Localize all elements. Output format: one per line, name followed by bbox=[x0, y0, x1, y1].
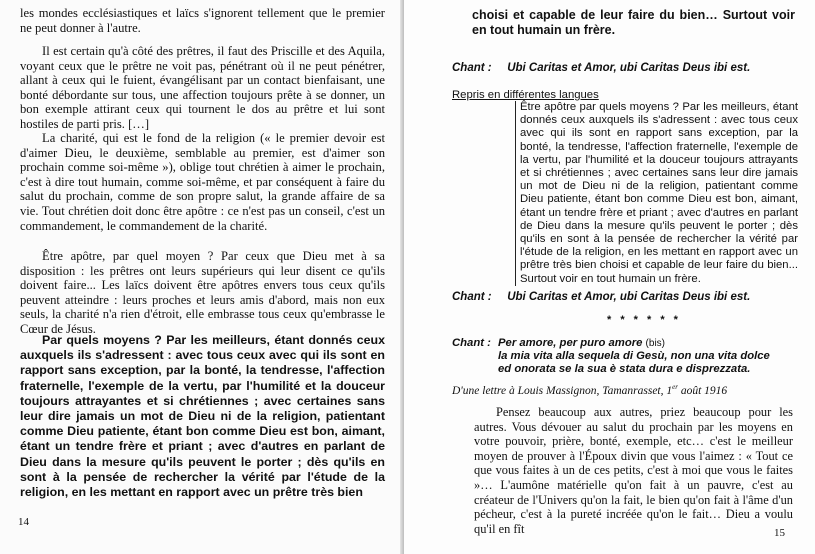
chant-1-text: Ubi Caritas et Amor, ubi Caritas Deus ibi est. bbox=[507, 62, 751, 74]
section-separator-stars: * * * * * * bbox=[607, 314, 681, 326]
chant-3-line-1: Per amore, per puro amore bbox=[498, 337, 643, 349]
chant-3-bis: (bis) bbox=[645, 338, 665, 349]
letter-source bbox=[452, 383, 727, 397]
letter-source-end: août 1916 bbox=[677, 384, 728, 397]
chant-1 bbox=[452, 62, 750, 74]
page-number-left: 14 bbox=[18, 516, 29, 528]
chant-label: Chant : bbox=[452, 291, 492, 303]
chant-2 bbox=[452, 291, 750, 303]
left-paragraph-3: La charité, qui est le fond de la religion (« le premier devoir est d'aimer Dieu, le deuxième, semblable au premier, est d'aimer son prochain comme soi-même »), oblige tout chrétien à aimer le prochain, c'est à dire tout humain, comme soi-même, et par conséquent à faire du salut du prochain, comme de son propre salut, la grande affaire de sa vie. Tout chrétien doit donc être apôtre : ce n'est pas un conseil, c'est un commandement, le commandement de la charité. bbox=[20, 131, 385, 233]
chant-label: Chant : bbox=[452, 62, 492, 74]
letter-source-main: D'une lettre à Louis Massignon, Tamanrasset, 1 bbox=[452, 384, 673, 397]
repris-text-block: Être apôtre par quels moyens ? Par les meilleurs, étant donnés ceux auxquels ils s'adressent : avec tous ceux avec qui ils sont en rapport sans exception, par la bonté, la tendresse, l'affection fraternelle, l'exemple de la vertu, par l'humilité et la douceur toujours attrayants et si chrétiennes ; avec certaines sans leur dire jamais un mot de Dieu ni de la religion, patientant comme Dieu patiente, étant bon comme Dieu est bon, aimant, étant un tendre frère et priant ; avec d'autres en parlant de Dieu dans la mesure qu'ils peuvent le porter ; dès qu'ils en sont à la pensée de rechercher la vérité par l'étude de la religion, en les mettant en rapport avec un prêtre très bien choisi et capable de leur faire du bien... Surtout voir en tout humain un frère. bbox=[515, 101, 798, 286]
letter-text: Pensez beaucoup aux autres, priez beaucoup pour les autres. Vous dévouer au salut du prochain par les moyens en votre pouvoir, prière, bonté, exemple, etc… c'est le meilleur moyen de prouver à l'Époux divin que vous l'aimez : « Tout ce que vous faites à un de ces petits, c'est à moi que vous le faites »… L'aumône matérielle qu'on fait à un pauvre, c'est au créateur de l'Univers qu'on la fait, le bien qu'on fait à l'âme d'un pécheur, c'est à la pureté incréée qu'on le fait… Dieu a voulu qu'il en fît bbox=[474, 405, 793, 536]
chant-3-text bbox=[498, 337, 808, 376]
left-paragraph-2: Il est certain qu'à côté des prêtres, il faut des Priscille et des Aquila, voyant ceux que le prêtre ne voit pas, pénétrant où il ne peut pénétrer, allant à ceux qui le fuient, évangélisant par un contact bienfaisant, une bonté débordante sur tous, une affection toujours prête à se donner, un bon exemple attirant ceux qui tournent le dos au prêtre et lui sont hostiles de parti pris. […] bbox=[20, 44, 385, 131]
left-paragraph-1: les mondes ecclésiastiques et laïcs s'ignorent tellement que le premier ne peut donner à l'autre. bbox=[20, 6, 385, 35]
page-number-right: 15 bbox=[774, 527, 785, 539]
chant-3-line-3: ed onorata se la sua è stata dura e disprezzata. bbox=[498, 363, 751, 375]
left-paragraph-5: Par quels moyens ? Par les meilleurs, étant donnés ceux auxquels ils s'adressent : avec tous ceux avec qui ils sont en rapport sans exception, par la bonté, la tendresse, l'affection fraternelle, l'exemple de la vertu, par l'humilité et la douceur toujours attrayantes et si chrétiennes ; avec certaines sans leur dire jamais un mot de Dieu ni de la religion, patientant comme Dieu patiente, étant bon comme Dieu est bon, aimant, étant un tendre frère et priant ; avec d'autres en parlant de Dieu dans la mesure qu'ils peuvent le porter ; dès qu'ils en sont à la pensée de rechercher la vérité par l'étude de la religion, en les mettant en rapport avec un prêtre très bien bbox=[20, 333, 385, 500]
chant-3 bbox=[452, 337, 808, 376]
repris-heading: Repris en différentes langues bbox=[452, 89, 599, 101]
continuation-text: choisi et capable de leur faire du bien… Surtout voir en tout humain un frère. bbox=[472, 8, 795, 37]
chant-label: Chant : bbox=[452, 337, 491, 349]
left-paragraph-4: Être apôtre, par quel moyen ? Par ceux que Dieu met à sa disposition : les prêtres ont leurs supérieurs qui leur disent ce qu'ils doivent faire... Les laïcs doivent être apôtres envers tous ceux qu'ils peuvent atteindre : leurs proches et leurs amis d'abord, mais non eux seuls, la charité n'a rien d'étroit, elle embrasse tous ceux qu'embrasse le Cœur de Jésus. bbox=[20, 249, 385, 336]
chant-2-text: Ubi Caritas et Amor, ubi Caritas Deus ibi est. bbox=[507, 291, 751, 303]
letter-source-sup: er bbox=[672, 383, 678, 391]
chant-3-line-2: la mia vita alla sequela di Gesù, non una vita dolce bbox=[498, 350, 770, 362]
